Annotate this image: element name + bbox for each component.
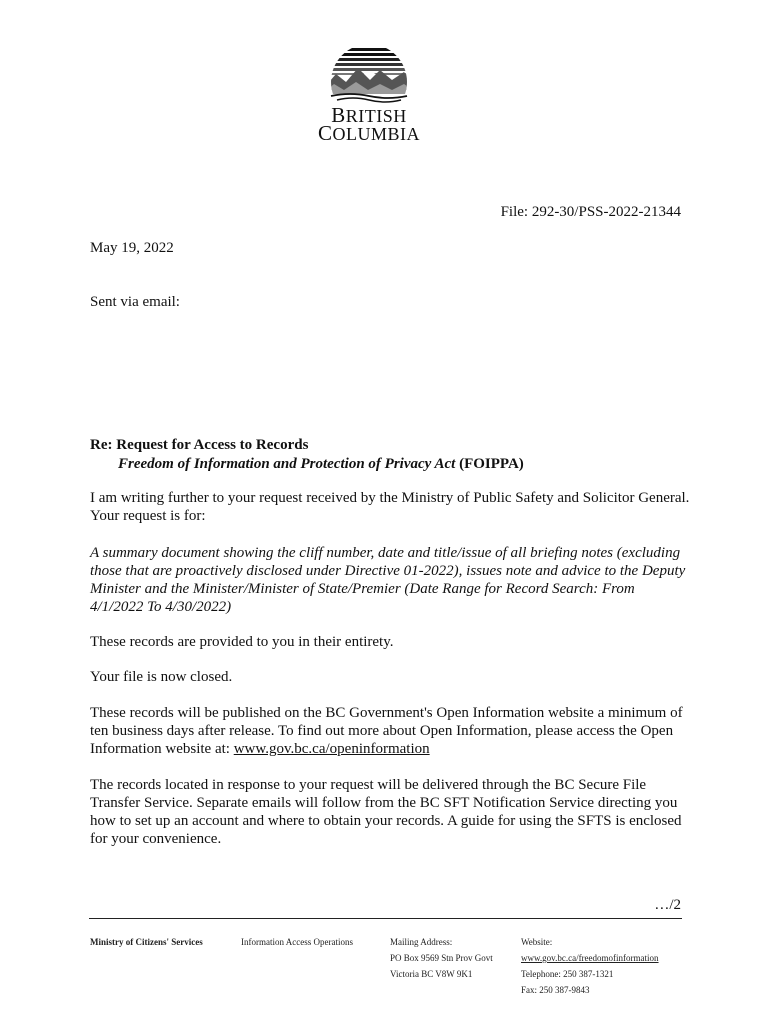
footer-divider xyxy=(89,918,682,919)
footer-website-contact xyxy=(521,934,659,998)
telephone-number: Telephone: 250 387-1321 xyxy=(521,969,614,979)
act-abbreviation: (FOIPPA) xyxy=(455,456,524,472)
open-information-text: These records will be published on the BC Government's Open Information website a minimum of ten business days after release. To find out more about Open Information, please access the Open Information website at: xyxy=(90,705,683,757)
footer-mailing-address xyxy=(390,934,493,982)
logo-wordmark-line1: BRITISH xyxy=(331,103,407,127)
logo-wordmark-line2: COLUMBIA xyxy=(317,121,420,145)
act-name: Freedom of Information and Protection of Privacy Act xyxy=(118,456,456,472)
intro-paragraph: I am writing further to your request received by the Ministry of Public Safety and Solicitor General. Your request is for: xyxy=(90,490,690,524)
bc-government-logo xyxy=(314,44,424,148)
sent-via-line: Sent via email: xyxy=(90,294,180,310)
mailing-address-line1: PO Box 9569 Stn Prov Govt xyxy=(390,953,493,963)
subject-line: Re: Request for Access to Records xyxy=(90,437,309,453)
footer-ministry: Ministry of Citizens' Services xyxy=(90,937,203,947)
sft-service-paragraph: The records located in response to your request will be delivered through the BC Secure File Transfer Service. Separate emails will follow from the BC SFT Notification Service directing you how to set up an account and where to obtain your records. A guide for using the SFTS is enclosed for your convenience. xyxy=(90,777,682,847)
mailing-address-line2: Victoria BC V8W 9K1 xyxy=(390,969,473,979)
subject-block xyxy=(90,436,524,474)
mailing-address-label: Mailing Address: xyxy=(390,937,453,947)
open-information-link[interactable]: www.gov.bc.ca/openinformation xyxy=(233,741,430,757)
request-text: A summary document showing the cliff number, date and title/issue of all briefing notes (excluding those that are proactively disclosed under Directive 01-2022), issues note and advice to the Deputy Minister and the Minister/Minister of State/Premier (Date Range for Record Search: From 4/1/2022 To 4/30/2022) xyxy=(90,545,686,615)
sun-mountains-emblem xyxy=(314,44,424,104)
website-link[interactable]: www.gov.bc.ca/freedomofinformation xyxy=(521,953,659,963)
page-continuation: …/2 xyxy=(654,897,681,913)
records-provided-paragraph: These records are provided to you in their entirety. xyxy=(90,634,394,650)
fax-number: Fax: 250 387-9843 xyxy=(521,985,590,995)
file-closed-paragraph: Your file is now closed. xyxy=(90,669,233,685)
open-information-paragraph xyxy=(90,704,690,758)
subject-act-line xyxy=(90,455,524,474)
letter-date: May 19, 2022 xyxy=(90,240,174,256)
footer-branch: Information Access Operations xyxy=(241,937,353,947)
file-reference: File: 292-30/PSS-2022-21344 xyxy=(500,204,681,220)
website-label: Website: xyxy=(521,937,553,947)
